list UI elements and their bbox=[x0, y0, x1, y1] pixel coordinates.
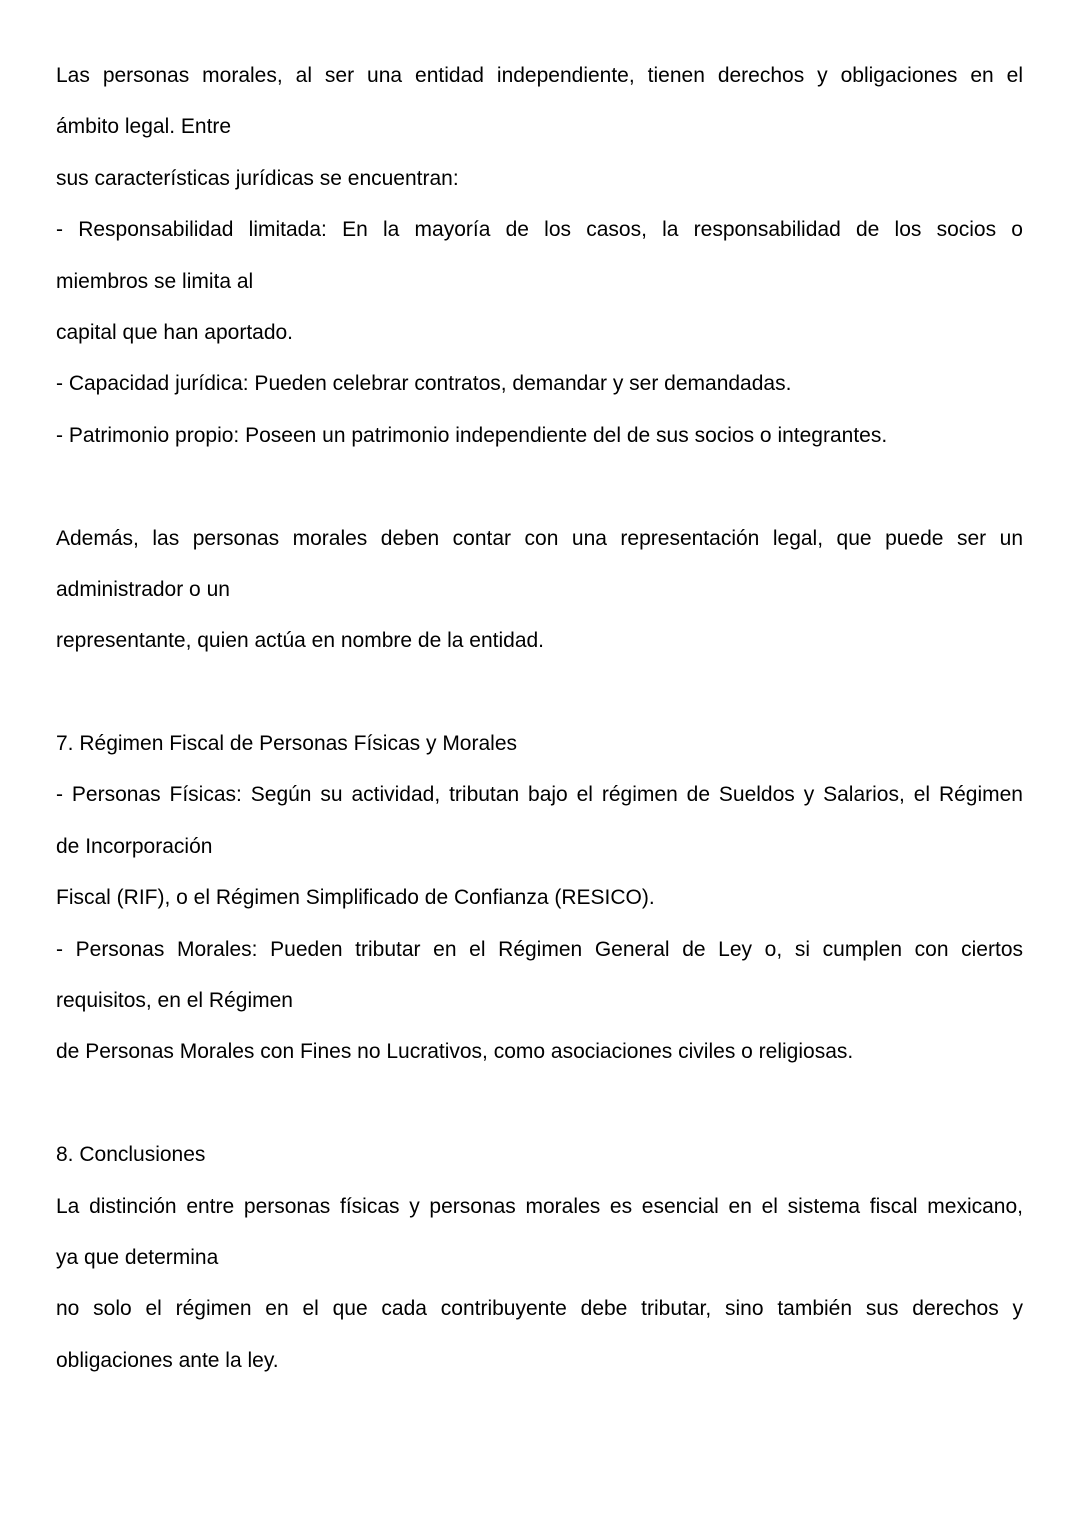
conclusions-paragraph-line-3: no solo el régimen en el que cada contribuyente debe tributar, sino también sus derechos y bbox=[56, 1297, 1023, 1321]
conclusions-paragraph-line-4: obligaciones ante la ley. bbox=[56, 1348, 279, 1372]
paragraph-spacer bbox=[56, 1078, 1023, 1129]
bullet-personas-fisicas-line-3: Fiscal (RIF), o el Régimen Simplificado de Confianza (RESICO). bbox=[56, 886, 655, 910]
representation-paragraph-line-3: representante, quien actúa en nombre de la entidad. bbox=[56, 629, 545, 653]
conclusions-paragraph-line-1: La distinción entre personas físicas y personas morales es esencial en el sistema fiscal mexicano, bbox=[56, 1194, 1023, 1218]
section-7-heading: 7. Régimen Fiscal de Personas Físicas y Morales bbox=[56, 732, 518, 756]
bullet-personas-fisicas-line-1: - Personas Físicas: Según su actividad, tributan bajo el régimen de Sueldos y Salarios, el Régimen bbox=[56, 783, 1023, 807]
bullet-personas-fisicas-line-2: de Incorporación bbox=[56, 834, 213, 858]
section-8-heading: 8. Conclusiones bbox=[56, 1143, 206, 1167]
intro-paragraph-line-3: sus características jurídicas se encuentran: bbox=[56, 166, 459, 190]
intro-paragraph-line-1: Las personas morales, al ser una entidad independiente, tienen derechos y obligaciones en el bbox=[56, 64, 1023, 87]
bullet-limited-liability-line-2: miembros se limita al bbox=[56, 269, 254, 293]
bullet-limited-liability-line-3: capital que han aportado. bbox=[56, 320, 294, 344]
bullet-own-assets: - Patrimonio propio: Poseen un patrimonio independiente del de sus socios o integrantes. bbox=[56, 423, 888, 447]
bullet-legal-capacity: - Capacidad jurídica: Pueden celebrar contratos, demandar y ser demandadas. bbox=[56, 372, 792, 396]
representation-paragraph-line-1: Además, las personas morales deben contar con una representación legal, que puede ser un bbox=[56, 526, 1023, 550]
intro-paragraph-line-2: ámbito legal. Entre bbox=[56, 115, 232, 139]
paragraph-spacer bbox=[56, 667, 1023, 718]
document-page bbox=[56, 50, 1023, 1386]
representation-paragraph-line-2: administrador o un bbox=[56, 577, 230, 601]
paragraph-spacer bbox=[56, 461, 1023, 512]
bullet-limited-liability-line-1: - Responsabilidad limitada: En la mayoría de los casos, la responsabilidad de los socios o bbox=[56, 218, 1023, 242]
conclusions-paragraph-line-2: ya que determina bbox=[56, 1245, 219, 1269]
bullet-personas-morales-line-1: - Personas Morales: Pueden tributar en el Régimen General de Ley o, si cumplen con ciertos bbox=[56, 937, 1023, 961]
bullet-personas-morales-line-3: de Personas Morales con Fines no Lucrativos, como asociaciones civiles o religiosas. bbox=[56, 1040, 854, 1064]
bullet-personas-morales-line-2: requisitos, en el Régimen bbox=[56, 989, 293, 1013]
